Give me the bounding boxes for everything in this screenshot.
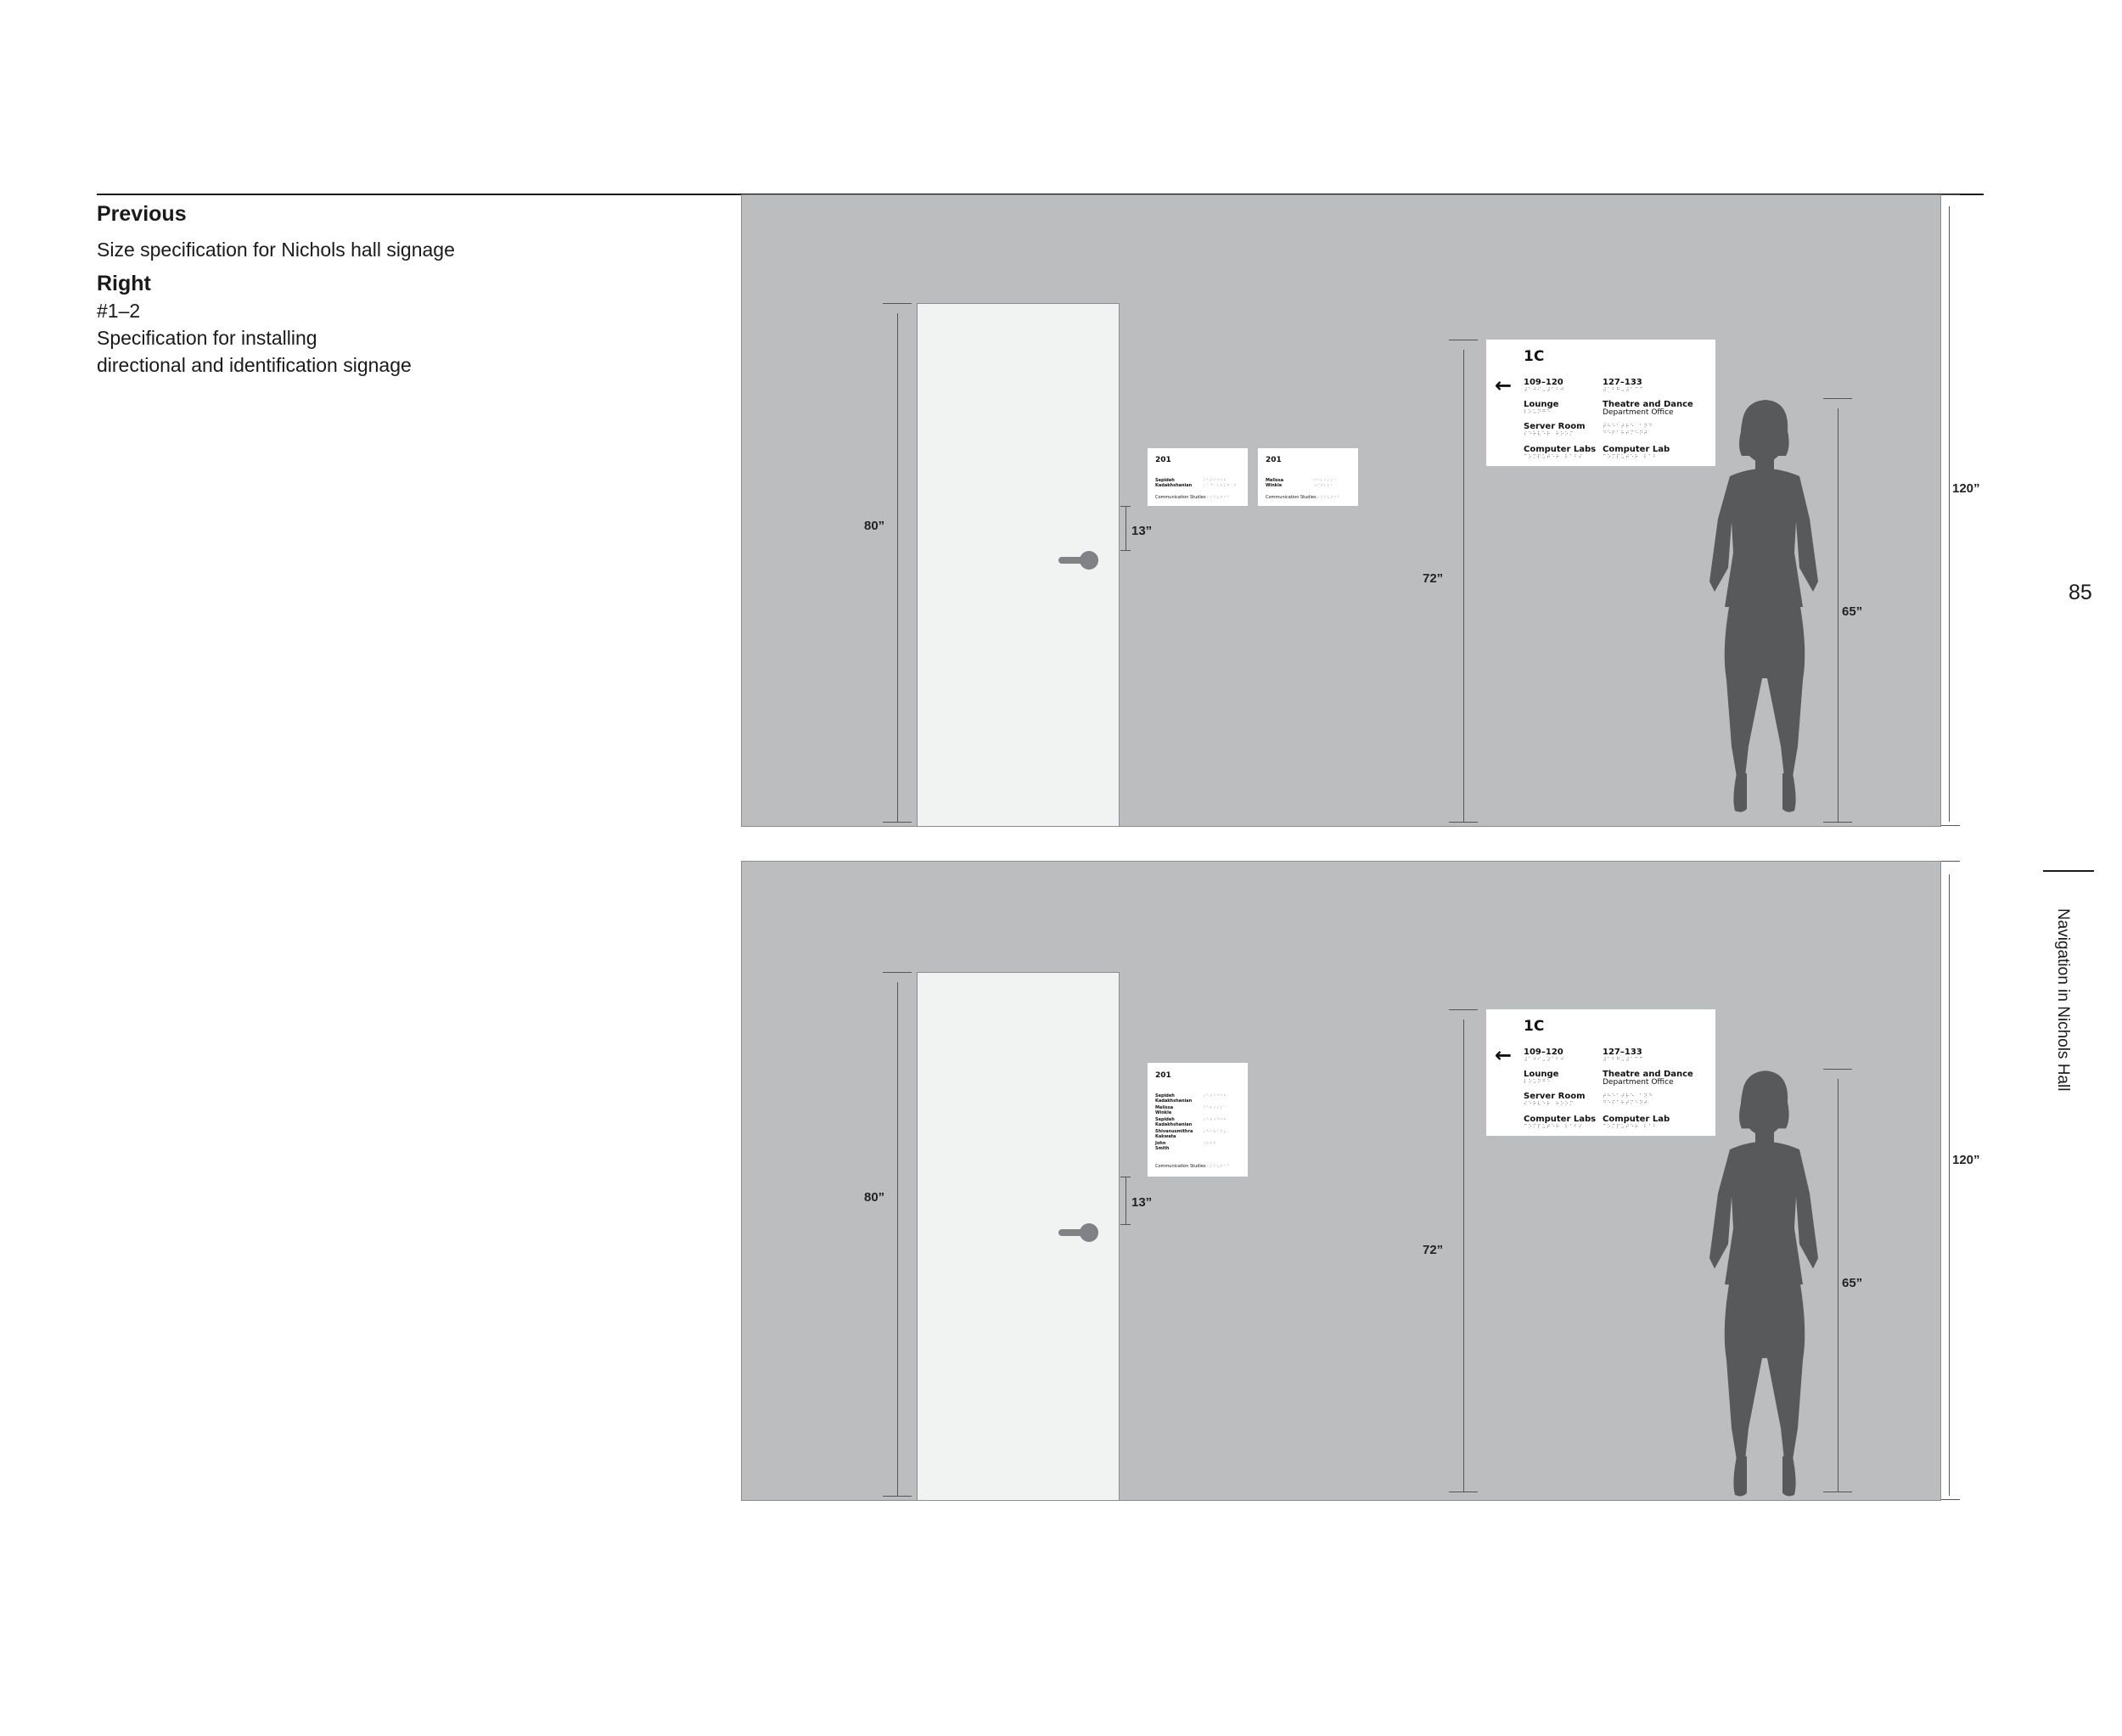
directional-sign-title: 1C	[1524, 348, 1545, 365]
dim-tick	[1823, 398, 1852, 399]
destination-label: Lounge	[1524, 1070, 1559, 1079]
destination-label: Computer Labs	[1524, 1115, 1597, 1124]
dim-tick	[1941, 825, 1960, 826]
occupant-last-name: Kadakhshanian	[1155, 1122, 1193, 1127]
page-number: 85	[2069, 581, 2092, 604]
dim-tick	[1941, 194, 1960, 195]
braille-text: ⠎⠑⠏⠊⠙⠑⠓	[1204, 1093, 1227, 1098]
braille-text: ⠼⠁⠃⠛⠤⠼⠁⠉⠉	[1603, 387, 1644, 393]
destination-sublabel: Department Office	[1603, 408, 1674, 417]
directional-sign-title: 1C	[1524, 1018, 1545, 1035]
directional-height-label: 72”	[1423, 571, 1444, 586]
right-text-line-2: directional and identification signage	[97, 354, 412, 376]
braille-text: ⠉⠕⠍⠏⠥⠞⠑⠗⠀⠇⠁⠃⠎	[1524, 454, 1584, 460]
dim-tick	[1120, 1224, 1131, 1225]
room-number: 201	[1155, 456, 1171, 464]
ceiling-dim-line	[1949, 206, 1950, 822]
dim-tick	[1823, 1069, 1852, 1070]
occupant-last-name: Kadakhshanian	[1155, 1098, 1193, 1104]
directional-height-label: 72”	[1423, 1243, 1444, 1257]
occupant-first-name: Sepideh	[1155, 478, 1175, 483]
occupant-first-name: Melissa	[1155, 1105, 1174, 1110]
department-name: Communication Studies	[1155, 495, 1206, 500]
dim-tick	[1941, 1499, 1960, 1500]
department-name: Communication Studies	[1266, 495, 1316, 500]
occupant-first-name: Sepideh	[1155, 1117, 1175, 1122]
dim-tick	[883, 972, 912, 973]
destination-label: Server Room	[1524, 1092, 1586, 1101]
previous-text: Size specification for Nichols hall signage	[97, 239, 455, 261]
left-arrow-icon: ←	[1495, 1043, 1513, 1067]
braille-text: ⠙⠑⠏⠁⠗⠞⠍⠑⠝⠞	[1603, 430, 1648, 436]
room-sign	[1258, 448, 1358, 506]
previous-heading: Previous	[97, 202, 187, 226]
braille-text: ⠉⠕⠍⠏⠥⠞⠑⠗⠀⠇⠁⠃	[1603, 1124, 1658, 1130]
room-sign	[1148, 448, 1248, 506]
braille-text: ⠚⠕⠓⠝	[1204, 1141, 1217, 1145]
braille-text: ⠺⠊⠝⠅⠇⠑	[1314, 483, 1334, 487]
destination-label: Theatre and Dance	[1603, 400, 1693, 409]
occupant-first-name: Melissa	[1266, 478, 1284, 483]
occupant-last-name: Kadakhshanian	[1155, 483, 1193, 488]
braille-text: ⠎⠑⠗⠧⠑⠗⠀⠗⠕⠕⠍	[1524, 1101, 1575, 1107]
room-sign-offset-label: 13”	[1131, 524, 1153, 538]
ceiling-dim-line	[1949, 874, 1950, 1496]
occupant-last-name: Winkle	[1155, 1110, 1172, 1115]
ceiling-height-label: 120”	[1952, 1153, 1980, 1167]
left-arrow-icon: ←	[1495, 374, 1513, 397]
dim-tick	[1449, 1009, 1478, 1010]
dim-tick	[1941, 861, 1960, 862]
braille-text: ⠉⠕⠍⠏⠥⠞⠑⠗⠀⠇⠁⠃	[1603, 454, 1658, 460]
braille-text: ⠎⠑⠗⠧⠑⠗⠀⠗⠕⠕⠍	[1524, 431, 1575, 437]
dim-tick	[1449, 822, 1478, 823]
ceiling-height-label: 120”	[1952, 481, 1980, 496]
person-dim-line	[1838, 1079, 1839, 1492]
braille-text: ⠇⠕⠥⠝⠛⠑	[1524, 409, 1552, 415]
braille-text: ⠉⠕⠍⠍⠥⠝⠊⠉	[1204, 1164, 1231, 1168]
braille-text: ⠞⠓⠑⠁⠞⠗⠑⠀⠁⠝⠙	[1603, 424, 1653, 430]
destination-label: Computer Lab	[1603, 445, 1670, 454]
occupant-last-name: Winkle	[1266, 483, 1283, 488]
room-sign-offset-label: 13”	[1131, 1195, 1153, 1210]
destination-label: 109–120	[1524, 1048, 1563, 1057]
person-silhouette-icon	[1708, 395, 1823, 814]
braille-text: ⠼⠁⠚⠊⠤⠼⠁⠃⠚	[1524, 1057, 1565, 1063]
braille-text: ⠍⠑⠇⠊⠎⠎⠁	[1204, 1105, 1227, 1110]
braille-text: ⠼⠁⠚⠊⠤⠼⠁⠃⠚	[1524, 387, 1565, 393]
destination-label: 109–120	[1524, 378, 1563, 387]
dim-tick	[1823, 822, 1852, 823]
section-title: Navigation in Nichols Hall	[2054, 908, 2072, 1092]
door-height-label: 80”	[864, 519, 885, 533]
destination-label: 127–133	[1603, 1048, 1642, 1057]
braille-text: ⠞⠓⠑⠁⠞⠗⠑⠀⠁⠝⠙	[1603, 1093, 1653, 1099]
room-sign	[1148, 1063, 1248, 1177]
person-silhouette-icon	[1708, 1065, 1823, 1498]
destination-label: Computer Lab	[1603, 1115, 1670, 1124]
dim-tick	[883, 1496, 912, 1497]
braille-text: ⠙⠑⠏⠁⠗⠞⠍⠑⠝⠞	[1603, 1100, 1648, 1106]
directional-dim-line	[1463, 1020, 1464, 1492]
right-text-line-1: Specification for installing	[97, 327, 317, 349]
directional-sign	[1486, 1009, 1715, 1136]
person-height-label: 65”	[1842, 604, 1863, 619]
directional-sign	[1486, 340, 1715, 466]
destination-label: Theatre and Dance	[1603, 1070, 1693, 1079]
dim-tick	[883, 822, 912, 823]
right-heading: Right	[97, 272, 151, 295]
room-number: 201	[1266, 456, 1282, 464]
directional-dim-line	[1463, 350, 1464, 822]
room-number: 201	[1155, 1071, 1171, 1080]
dim-tick	[883, 303, 912, 304]
person-dim-line	[1838, 408, 1839, 822]
braille-text: ⠎⠑⠏⠊⠙⠑⠓	[1204, 1117, 1227, 1121]
braille-text: ⠼⠁⠃⠛⠤⠼⠁⠉⠉	[1603, 1057, 1644, 1063]
right-reference: #1–2	[97, 300, 141, 322]
occupant-last-name: Kakwata	[1155, 1134, 1176, 1139]
destination-sublabel: Department Office	[1603, 1078, 1674, 1087]
destination-label: Computer Labs	[1524, 445, 1597, 454]
door-dim-line	[897, 982, 898, 1496]
braille-text: ⠉⠕⠍⠍⠥⠝⠊⠉	[1314, 495, 1341, 499]
door-handle-icon	[1057, 547, 1101, 574]
department-name: Communication Studies	[1155, 1164, 1206, 1169]
braille-text: ⠉⠕⠍⠏⠥⠞⠑⠗⠀⠇⠁⠃⠎	[1524, 1124, 1584, 1130]
occupant-first-name: John	[1155, 1141, 1166, 1146]
occupant-first-name: Shivanusmithra	[1155, 1129, 1193, 1134]
destination-label: Server Room	[1524, 422, 1586, 431]
braille-text: ⠉⠕⠍⠍⠥⠝⠊⠉	[1204, 495, 1231, 499]
person-height-label: 65”	[1842, 1276, 1863, 1290]
braille-text: ⠍⠑⠇⠊⠎⠎⠁	[1314, 478, 1338, 482]
destination-label: Lounge	[1524, 400, 1559, 409]
braille-text: ⠇⠕⠥⠝⠛⠑	[1524, 1079, 1552, 1085]
braille-text: ⠅⠁⠙⠁⠅⠓⠎⠓⠁⠝	[1204, 483, 1238, 487]
side-rule	[2043, 870, 2094, 872]
door-handle-icon	[1057, 1219, 1101, 1246]
occupant-last-name: Smith	[1155, 1146, 1170, 1151]
braille-text: ⠎⠓⠊⠧⠁⠝⠥	[1204, 1129, 1227, 1133]
dim-tick	[1120, 550, 1131, 551]
door-dim-line	[897, 313, 898, 822]
occupant-first-name: Sepideh	[1155, 1093, 1175, 1098]
destination-label: 127–133	[1603, 378, 1642, 387]
door-height-label: 80”	[864, 1190, 885, 1205]
braille-text: ⠎⠑⠏⠊⠙⠑⠓	[1204, 478, 1227, 482]
